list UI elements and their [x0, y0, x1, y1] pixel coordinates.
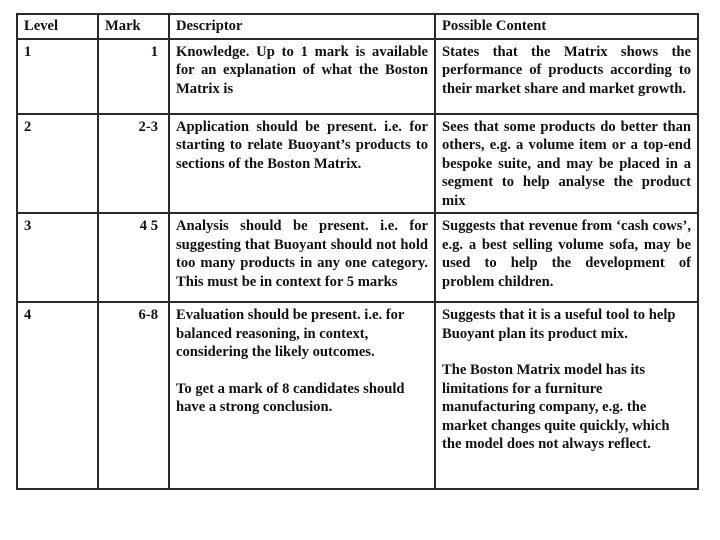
descriptor-cell [169, 302, 435, 489]
table-row [17, 39, 698, 114]
level-cell: 1 [17, 39, 98, 114]
level-cell: 2 [17, 114, 98, 214]
content-cell: States that the Matrix shows the performance of products according to their market share and market growth. [435, 39, 698, 114]
mark-cell: 2-3 [98, 114, 169, 214]
header-level: Level [17, 14, 98, 39]
header-row [17, 14, 698, 39]
mark-cell: 6-8 [98, 302, 169, 489]
table-row [17, 213, 698, 302]
descriptor-cell: Analysis should be present. i.e. for suggesting that Buoyant should not hold too many products in any one category. This must be in context for 5 marks [169, 213, 435, 302]
table-row [17, 302, 698, 489]
header-descriptor: Descriptor [169, 14, 435, 39]
mark-cell: 4 5 [98, 213, 169, 302]
table-row [17, 114, 698, 214]
content-extra-text: The Boston Matrix model has its limitations for a furniture manufacturing company, e.g. the market changes quite quickly, which the model does not always reflect. [442, 362, 670, 452]
descriptor-cell: Application should be present. i.e. for starting to relate Buoyant’s products to sections of the Boston Matrix. [169, 114, 435, 214]
mark-scheme-table [16, 13, 699, 490]
descriptor-text: Evaluation should be present. i.e. for balanced reasoning, in context, considering the likely outcomes. [176, 307, 405, 360]
content-cell: Sees that some products do better than others, e.g. a volume item or a top-end bespoke suite, and may be placed in a segment to help analyse the product mix [435, 114, 698, 214]
descriptor-extra-text: To get a mark of 8 candidates should have a strong conclusion. [176, 380, 405, 415]
level-cell: 4 [17, 302, 98, 489]
descriptor-cell: Knowledge. Up to 1 mark is available for an explanation of what the Boston Matrix is [169, 39, 435, 114]
header-mark: Mark [98, 14, 169, 39]
level-cell: 3 [17, 213, 98, 302]
content-cell [435, 302, 698, 489]
header-possible-content: Possible Content [435, 14, 698, 39]
content-cell: Suggests that revenue from ‘cash cows’, e.g. a best selling volume sofa, may be used to help the development of problem children. [435, 213, 698, 302]
mark-cell: 1 [98, 39, 169, 114]
content-text: Suggests that it is a useful tool to help Buoyant plan its product mix. [442, 307, 676, 342]
